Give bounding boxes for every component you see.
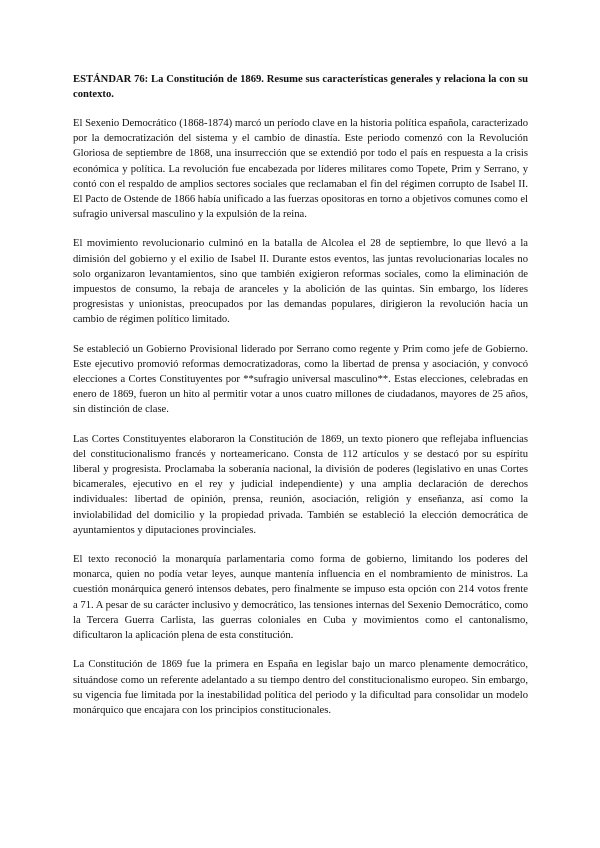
document-heading: ESTÁNDAR 76: La Constitución de 1869. Resume sus características generales y relaciona la con su contexto. xyxy=(73,74,528,100)
paragraph-3: Se estableció un Gobierno Provisional liderado por Serrano como regente y Prim como jefe de Gobierno. Este ejecutivo promovió reformas democratizadoras, como la libertad de prensa y asociación, y convocó elecciones a Cortes Constituyentes por **sufragio universal masculino**. Estas elecciones, celebradas en enero de 1869, fueron un hito al permitir votar a unos cuatro millones de ciudadanos, mayores de 25 años, sin distinción de clase. xyxy=(73,343,528,416)
document-body xyxy=(73,72,528,732)
paragraph-5: El texto reconoció la monarquía parlamentaria como forma de gobierno, limitando los poderes del monarca, quien no podía vetar leyes, aunque mantenía influencia en el nombramiento de ministros. La cuestión monárquica generó intensos debates, pero finalmente se impuso esta opción con 214 votos frente a 71. A pesar de su carácter inclusivo y democrático, las tensiones internas del Sexenio Democrático, como la Tercera Guerra Carlista, las guerras coloniales en Cuba y movimientos como el cantonalismo, dificultaron la aplicación plena de esta constitución. xyxy=(73,554,528,642)
paragraph-2: El movimiento revolucionario culminó en la batalla de Alcolea el 28 de septiembre, lo que llevó a la dimisión del gobierno y el exilio de Isabel II. Durante estos eventos, las juntas revolucionarias locales no solo organizaron levantamientos, sino que también exigieron reformas sociales, como la eliminación de impuestos de consumo, la rebaja de aranceles y la abolición de las quintas. Sin embargo, los líderes progresistas y unionistas, preocupados por las demandas populares, dirigieron la revolución hacia un cambio de régimen político limitado. xyxy=(73,238,528,326)
paragraph-4: Las Cortes Constituyentes elaboraron la Constitución de 1869, un texto pionero que reflejaba influencias del constitucionalismo francés y norteamericano. Consta de 112 artículos y se destacó por su espíritu liberal y progresista. Proclamaba la soberanía nacional, la división de poderes (legislativo en unas Cortes bicamerales, ejecutivo en el rey y judicial independiente) y una amplia declaración de derechos individuales: libertad de opinión, prensa, reunión, asociación, religión y enseñanza, así como la inviolabilidad del domicilio y la propiedad privada. También se estableció la elección democrática de ayuntamientos y diputaciones provinciales. xyxy=(73,433,528,536)
paragraph-1: El Sexenio Democrático (1868-1874) marcó un período clave en la historia política española, caracterizado por la democratización del sistema y el cambio de dinastía. Este periodo comenzó con la Revolución Gloriosa de septiembre de 1868, una insurrección que se extendió por todo el país en respuesta a la crisis económica y política. La revolución fue encabezada por líderes militares como Topete, Prim y Serrano, y contó con el respaldo de amplios sectores sociales que reclamaban el fin del régimen corrupto de Isabel II. El Pacto de Ostende de 1866 había unificado a las fuerzas opositoras en torno a objetivos comunes como el sufragio universal masculino y la expulsión de la reina. xyxy=(73,118,528,221)
paragraph-6: La Constitución de 1869 fue la primera en España en legislar bajo un marco plenamente democrático, situándose como un referente adelantado a su tiempo dentro del constitucionalismo europeo. Sin embargo, su vigencia fue limitada por la inestabilidad política del periodo y la dificultad para consolidar un modelo monárquico que encajara con los principios constitucionales. xyxy=(73,659,528,716)
